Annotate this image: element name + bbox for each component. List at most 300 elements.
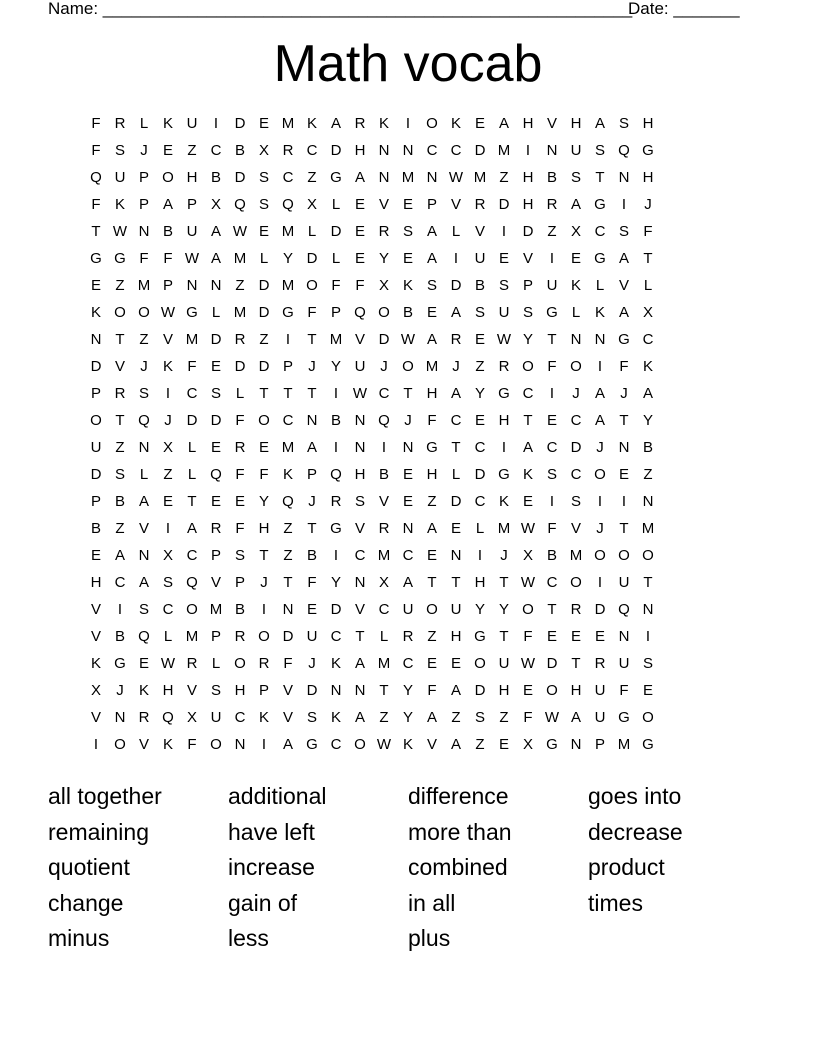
grid-letter: X	[210, 196, 221, 213]
grid-letter: L	[451, 223, 461, 240]
grid-letter: O	[570, 574, 582, 591]
grid-letter: S	[138, 601, 149, 618]
grid-letter: C	[234, 709, 246, 726]
grid-letter: U	[474, 250, 486, 267]
grid-letter: R	[594, 655, 606, 672]
grid-letter: V	[282, 682, 293, 699]
grid-letter: E	[426, 655, 437, 672]
grid-letter: K	[594, 304, 605, 321]
grid-letter: T	[115, 331, 125, 348]
grid-letter: K	[282, 466, 293, 483]
grid-letter: K	[162, 358, 173, 375]
grid-letter: T	[115, 412, 125, 429]
grid-letter: A	[426, 520, 437, 537]
grid-letter: E	[258, 115, 269, 132]
grid-letter: N	[90, 331, 102, 348]
grid-letter: S	[162, 574, 173, 591]
grid-letter: T	[91, 223, 101, 240]
grid-letter: Q	[282, 196, 294, 213]
grid-row	[84, 221, 732, 248]
grid-letter: H	[90, 574, 102, 591]
grid-letter: O	[114, 736, 126, 753]
grid-letter: I	[477, 547, 483, 564]
grid-letter: O	[642, 547, 654, 564]
grid-letter: K	[450, 115, 461, 132]
grid-letter: U	[570, 142, 582, 159]
grid-letter: V	[90, 601, 101, 618]
grid-letter: D	[234, 358, 246, 375]
grid-letter: O	[402, 358, 414, 375]
grid-letter: A	[594, 412, 605, 429]
grid-letter: M	[233, 250, 247, 267]
grid-letter: I	[261, 601, 267, 618]
grid-letter: Z	[283, 520, 293, 537]
grid-letter: N	[402, 439, 414, 456]
grid-letter: R	[186, 655, 198, 672]
grid-letter: Y	[522, 331, 533, 348]
grid-letter: O	[210, 736, 222, 753]
grid-letter: F	[619, 358, 629, 375]
grid-letter: C	[378, 601, 390, 618]
grid-letter: G	[114, 250, 126, 267]
grid-letter: W	[520, 574, 536, 591]
grid-letter: N	[306, 412, 318, 429]
grid-letter: E	[258, 223, 269, 240]
grid-letter: E	[402, 196, 413, 213]
grid-letter: J	[620, 385, 628, 402]
grid-letter: Y	[474, 385, 485, 402]
grid-letter: A	[402, 574, 413, 591]
grid-letter: H	[354, 142, 366, 159]
grid-letter: Z	[115, 277, 125, 294]
grid-letter: Z	[427, 628, 437, 645]
grid-letter: A	[186, 520, 197, 537]
grid-letter: J	[404, 412, 412, 429]
grid-letter: T	[499, 574, 509, 591]
grid-letter: F	[427, 682, 437, 699]
grid-letter: R	[330, 493, 342, 510]
grid-letter: A	[450, 385, 461, 402]
grid-letter: O	[618, 547, 630, 564]
grid-letter: E	[474, 331, 485, 348]
grid-letter: E	[522, 493, 533, 510]
grid-letter: A	[426, 223, 437, 240]
grid-letter: J	[308, 655, 316, 672]
grid-letter: F	[163, 250, 173, 267]
grid-letter: U	[450, 601, 462, 618]
grid-letter: N	[642, 493, 654, 510]
grid-letter: L	[307, 223, 317, 240]
grid-letter: E	[450, 655, 461, 672]
grid-letter: M	[377, 655, 391, 672]
grid-letter: R	[354, 115, 366, 132]
grid-letter: Z	[499, 169, 509, 186]
grid-letter: N	[642, 601, 654, 618]
grid-letter: P	[522, 277, 533, 294]
grid-letter: M	[137, 277, 151, 294]
grid-row	[84, 599, 732, 626]
grid-letter: G	[426, 439, 438, 456]
grid-letter: Z	[307, 169, 317, 186]
grid-letter: N	[354, 412, 366, 429]
grid-letter: J	[572, 385, 580, 402]
grid-letter: T	[379, 682, 389, 699]
grid-letter: D	[234, 169, 246, 186]
grid-letter: A	[570, 196, 581, 213]
grid-letter: A	[114, 547, 125, 564]
grid-letter: Y	[402, 709, 413, 726]
grid-letter: K	[162, 736, 173, 753]
grid-letter: P	[258, 682, 269, 699]
grid-letter: D	[210, 412, 222, 429]
grid-letter: D	[594, 601, 606, 618]
grid-letter: C	[282, 169, 294, 186]
word-bank-item: plus	[408, 925, 451, 952]
grid-letter: E	[306, 601, 317, 618]
grid-letter: R	[234, 439, 246, 456]
grid-letter: A	[450, 682, 461, 699]
grid-letter: S	[570, 493, 581, 510]
grid-letter: T	[355, 628, 365, 645]
grid-letter: M	[233, 304, 247, 321]
grid-letter: O	[258, 628, 270, 645]
grid-letter: T	[523, 412, 533, 429]
grid-letter: O	[426, 115, 438, 132]
grid-letter: A	[426, 250, 437, 267]
grid-letter: K	[306, 115, 317, 132]
grid-row	[84, 491, 732, 518]
grid-letter: E	[234, 493, 245, 510]
grid-letter: M	[497, 142, 511, 159]
grid-letter: A	[354, 655, 365, 672]
grid-letter: P	[186, 196, 197, 213]
grid-letter: E	[402, 493, 413, 510]
grid-letter: U	[618, 574, 630, 591]
grid-letter: G	[642, 142, 654, 159]
grid-letter: A	[642, 385, 653, 402]
grid-letter: C	[282, 412, 294, 429]
grid-letter: E	[402, 250, 413, 267]
grid-letter: Z	[475, 358, 485, 375]
grid-letter: E	[426, 304, 437, 321]
grid-letter: W	[544, 709, 560, 726]
grid-letter: W	[400, 331, 416, 348]
grid-letter: F	[523, 709, 533, 726]
grid-letter: R	[282, 142, 294, 159]
grid-letter: D	[186, 412, 198, 429]
grid-letter: E	[498, 250, 509, 267]
grid-letter: G	[474, 628, 486, 645]
grid-letter: B	[474, 277, 485, 294]
grid-letter: V	[186, 682, 197, 699]
grid-letter: E	[474, 412, 485, 429]
grid-letter: F	[619, 682, 629, 699]
grid-letter: Q	[90, 169, 102, 186]
grid-letter: Y	[498, 601, 509, 618]
grid-letter: L	[595, 277, 605, 294]
word-bank-item: increase	[228, 854, 315, 881]
grid-letter: R	[138, 709, 150, 726]
grid-letter: N	[186, 277, 198, 294]
grid-letter: D	[234, 115, 246, 132]
grid-row	[84, 140, 732, 167]
grid-letter: V	[138, 520, 149, 537]
grid-letter: T	[259, 385, 269, 402]
grid-letter: F	[547, 358, 557, 375]
grid-letter: Z	[235, 277, 245, 294]
word-bank-item: combined	[408, 854, 508, 881]
grid-letter: U	[594, 709, 606, 726]
grid-letter: O	[522, 358, 534, 375]
grid-letter: F	[331, 277, 341, 294]
grid-letter: S	[258, 169, 269, 186]
grid-letter: X	[306, 196, 317, 213]
grid-letter: S	[474, 304, 485, 321]
grid-letter: F	[235, 466, 245, 483]
grid-letter: D	[330, 601, 342, 618]
grid-letter: A	[354, 169, 365, 186]
grid-letter: I	[597, 574, 603, 591]
grid-letter: O	[546, 682, 558, 699]
grid-letter: G	[546, 736, 558, 753]
grid-letter: D	[258, 304, 270, 321]
grid-letter: R	[402, 628, 414, 645]
grid-letter: D	[306, 682, 318, 699]
grid-letter: T	[427, 574, 437, 591]
grid-letter: C	[210, 142, 222, 159]
grid-letter: L	[187, 466, 197, 483]
grid-letter: F	[187, 736, 197, 753]
grid-letter: F	[643, 223, 653, 240]
grid-letter: I	[333, 439, 339, 456]
grid-letter: O	[162, 169, 174, 186]
grid-letter: K	[522, 466, 533, 483]
grid-letter: N	[402, 142, 414, 159]
grid-letter: S	[354, 493, 365, 510]
grid-letter: W	[520, 655, 536, 672]
grid-letter: E	[354, 250, 365, 267]
grid-letter: N	[138, 547, 150, 564]
grid-letter: G	[618, 331, 630, 348]
grid-letter: C	[594, 223, 606, 240]
grid-letter: N	[378, 142, 390, 159]
grid-letter: Z	[283, 547, 293, 564]
grid-letter: X	[90, 682, 101, 699]
grid-letter: S	[234, 547, 245, 564]
grid-letter: T	[499, 628, 509, 645]
grid-row	[84, 680, 732, 707]
grid-letter: Z	[139, 331, 149, 348]
grid-letter: K	[258, 709, 269, 726]
grid-letter: R	[378, 520, 390, 537]
grid-letter: S	[426, 277, 437, 294]
grid-letter: Y	[642, 412, 653, 429]
grid-letter: A	[426, 709, 437, 726]
grid-letter: I	[213, 115, 219, 132]
grid-letter: L	[163, 628, 173, 645]
grid-letter: T	[571, 655, 581, 672]
grid-letter: E	[90, 547, 101, 564]
grid-letter: A	[450, 304, 461, 321]
grid-letter: R	[378, 223, 390, 240]
grid-letter: I	[501, 439, 507, 456]
grid-letter: X	[162, 439, 173, 456]
grid-letter: C	[450, 412, 462, 429]
word-bank-item: additional	[228, 783, 327, 809]
grid-letter: W	[160, 304, 176, 321]
grid-letter: H	[354, 466, 366, 483]
grid-letter: I	[261, 736, 267, 753]
grid-letter: W	[520, 520, 536, 537]
grid-letter: D	[90, 466, 102, 483]
grid-row	[84, 410, 732, 437]
grid-letter: W	[112, 223, 128, 240]
grid-letter: S	[618, 115, 629, 132]
grid-letter: Q	[138, 628, 150, 645]
grid-letter: S	[642, 655, 653, 672]
grid-letter: Q	[618, 142, 630, 159]
grid-letter: F	[187, 358, 197, 375]
grid-letter: P	[282, 358, 293, 375]
grid-letter: T	[547, 331, 557, 348]
grid-letter: C	[354, 547, 366, 564]
grid-letter: B	[546, 169, 557, 186]
grid-letter: C	[522, 385, 534, 402]
grid-letter: X	[378, 574, 389, 591]
grid-letter: T	[595, 169, 605, 186]
grid-letter: Q	[210, 466, 222, 483]
grid-letter: F	[355, 277, 365, 294]
grid-row	[84, 437, 732, 464]
grid-row	[84, 302, 732, 329]
grid-letter: H	[186, 169, 198, 186]
grid-letter: A	[138, 574, 149, 591]
grid-letter: H	[522, 115, 534, 132]
grid-letter: F	[307, 304, 317, 321]
grid-letter: F	[307, 574, 317, 591]
grid-letter: U	[618, 655, 630, 672]
grid-letter: Y	[330, 574, 341, 591]
grid-letter: D	[282, 628, 294, 645]
grid-letter: Q	[234, 196, 246, 213]
grid-letter: S	[306, 709, 317, 726]
grid-letter: K	[402, 277, 413, 294]
grid-letter: D	[474, 142, 486, 159]
grid-letter: Y	[282, 250, 293, 267]
grid-letter: Z	[499, 709, 509, 726]
grid-row	[84, 194, 732, 221]
grid-letter: L	[331, 250, 341, 267]
grid-letter: N	[378, 169, 390, 186]
grid-letter: M	[497, 520, 511, 537]
grid-letter: T	[619, 412, 629, 429]
grid-letter: Z	[163, 466, 173, 483]
grid-letter: V	[354, 520, 365, 537]
grid-letter: T	[307, 385, 317, 402]
grid-letter: E	[210, 358, 221, 375]
grid-letter: T	[619, 520, 629, 537]
grid-letter: X	[162, 547, 173, 564]
grid-letter: C	[570, 412, 582, 429]
grid-letter: E	[618, 466, 629, 483]
grid-letter: U	[186, 115, 198, 132]
grid-row	[84, 275, 732, 302]
grid-letter: Y	[402, 682, 413, 699]
grid-letter: O	[474, 655, 486, 672]
grid-letter: O	[594, 547, 606, 564]
grid-letter: G	[186, 304, 198, 321]
word-bank-item: less	[228, 925, 269, 952]
grid-letter: H	[642, 115, 654, 132]
grid-letter: I	[645, 628, 651, 645]
grid-row	[84, 518, 732, 545]
grid-letter: E	[402, 466, 413, 483]
grid-letter: T	[307, 331, 317, 348]
grid-letter: X	[186, 709, 197, 726]
grid-letter: D	[378, 331, 390, 348]
grid-letter: F	[235, 412, 245, 429]
grid-letter: E	[90, 277, 101, 294]
page-title: Math vocab	[273, 35, 543, 93]
grid-letter: L	[451, 466, 461, 483]
grid-letter: J	[308, 493, 316, 510]
grid-letter: S	[210, 682, 221, 699]
grid-letter: S	[138, 385, 149, 402]
grid-letter: K	[162, 115, 173, 132]
grid-letter: A	[210, 223, 221, 240]
grid-letter: G	[330, 520, 342, 537]
grid-letter: S	[210, 385, 221, 402]
grid-letter: K	[570, 277, 581, 294]
grid-letter: D	[474, 466, 486, 483]
grid-letter: V	[450, 196, 461, 213]
grid-letter: D	[330, 223, 342, 240]
grid-letter: J	[116, 682, 124, 699]
grid-letter: X	[570, 223, 581, 240]
grid-letter: B	[114, 628, 125, 645]
grid-letter: K	[90, 304, 101, 321]
grid-letter: M	[617, 736, 631, 753]
grid-letter: E	[546, 628, 557, 645]
grid-letter: G	[114, 655, 126, 672]
grid-letter: S	[114, 142, 125, 159]
grid-letter: Z	[115, 439, 125, 456]
grid-letter: M	[281, 277, 295, 294]
grid-letter: D	[210, 331, 222, 348]
grid-row	[84, 167, 732, 194]
grid-letter: A	[570, 709, 581, 726]
grid-letter: M	[185, 331, 199, 348]
grid-letter: K	[402, 736, 413, 753]
grid-letter: Z	[643, 466, 653, 483]
grid-letter: D	[450, 493, 462, 510]
grid-letter: Z	[547, 223, 557, 240]
grid-letter: Q	[186, 574, 198, 591]
grid-letter: H	[474, 574, 486, 591]
grid-letter: K	[90, 655, 101, 672]
grid-letter: C	[546, 439, 558, 456]
grid-letter: E	[522, 682, 533, 699]
grid-letter: W	[184, 250, 200, 267]
grid-letter: M	[185, 628, 199, 645]
grid-letter: U	[354, 358, 366, 375]
grid-letter: K	[330, 709, 341, 726]
grid-letter: I	[165, 385, 171, 402]
grid-letter: W	[232, 223, 248, 240]
grid-letter: O	[642, 709, 654, 726]
grid-letter: N	[570, 736, 582, 753]
grid-letter: A	[594, 115, 605, 132]
